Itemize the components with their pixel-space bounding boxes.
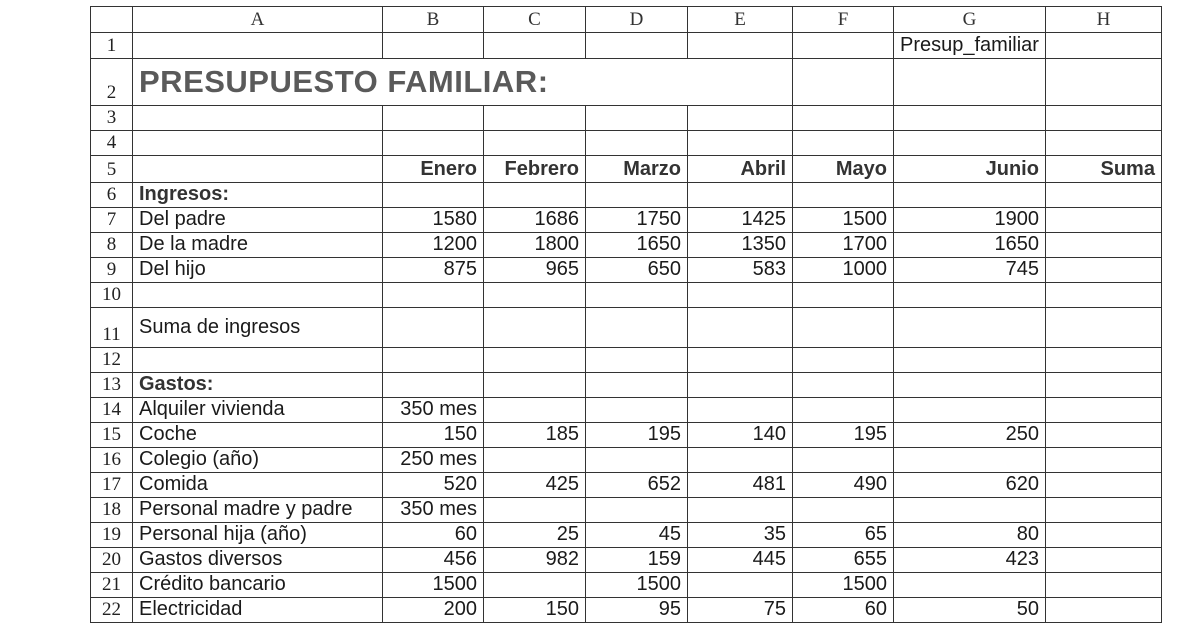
column-header-row xyxy=(91,7,1162,33)
table-row xyxy=(91,398,1162,423)
cell[interactable] xyxy=(688,573,793,598)
row-number[interactable]: 11 xyxy=(91,308,133,348)
cell[interactable] xyxy=(1045,258,1161,283)
cell[interactable] xyxy=(894,183,1046,208)
cell[interactable]: 350 mes xyxy=(383,498,484,523)
cell[interactable] xyxy=(1045,398,1161,423)
cell[interactable]: 982 xyxy=(484,548,586,573)
cell[interactable]: 140 xyxy=(688,423,793,448)
cell[interactable]: 1200 xyxy=(383,233,484,258)
cell[interactable] xyxy=(586,106,688,131)
cell[interactable] xyxy=(586,33,688,59)
cell[interactable]: Febrero xyxy=(484,156,586,183)
cell[interactable]: 1800 xyxy=(484,233,586,258)
cell[interactable]: 456 xyxy=(383,548,484,573)
cell[interactable] xyxy=(484,183,586,208)
cell[interactable] xyxy=(383,183,484,208)
cell[interactable] xyxy=(484,131,586,156)
row-number[interactable]: 14 xyxy=(91,398,133,423)
cell[interactable] xyxy=(688,348,793,373)
cell[interactable] xyxy=(586,448,688,473)
cell[interactable] xyxy=(688,498,793,523)
cell[interactable] xyxy=(133,131,383,156)
cell[interactable] xyxy=(894,106,1046,131)
table-row xyxy=(91,373,1162,398)
cell[interactable]: 150 xyxy=(484,598,586,623)
cell[interactable] xyxy=(586,283,688,308)
cell[interactable] xyxy=(586,398,688,423)
row-number[interactable]: 19 xyxy=(91,523,133,548)
cell[interactable] xyxy=(894,131,1046,156)
cell[interactable]: 1700 xyxy=(793,233,894,258)
cell[interactable] xyxy=(484,33,586,59)
table-row xyxy=(91,498,1162,523)
row-number[interactable]: 13 xyxy=(91,373,133,398)
row-number[interactable]: 20 xyxy=(91,548,133,573)
cell[interactable]: 185 xyxy=(484,423,586,448)
table-row xyxy=(91,448,1162,473)
cell[interactable]: Marzo xyxy=(586,156,688,183)
corner-cell xyxy=(91,7,133,33)
column-header-g[interactable]: G xyxy=(894,7,1046,33)
cell[interactable] xyxy=(586,373,688,398)
cell[interactable]: 520 xyxy=(383,473,484,498)
cell[interactable]: Personal madre y padre xyxy=(133,498,383,523)
cell[interactable]: 1500 xyxy=(586,573,688,598)
cell[interactable] xyxy=(793,33,894,59)
cell[interactable]: 423 xyxy=(894,548,1046,573)
cell[interactable] xyxy=(383,283,484,308)
cell[interactable] xyxy=(1045,523,1161,548)
cell[interactable] xyxy=(793,448,894,473)
cell[interactable] xyxy=(133,156,383,183)
table-row xyxy=(91,308,1162,348)
table-row xyxy=(91,106,1162,131)
cell[interactable] xyxy=(894,308,1046,348)
table-row xyxy=(91,283,1162,308)
cell[interactable] xyxy=(383,131,484,156)
cell[interactable] xyxy=(586,498,688,523)
cell[interactable]: 1425 xyxy=(688,208,793,233)
cell[interactable]: De la madre xyxy=(133,233,383,258)
sheet-body xyxy=(91,33,1162,623)
cell[interactable] xyxy=(133,348,383,373)
cell[interactable]: Gastos diversos xyxy=(133,548,383,573)
cell[interactable]: 620 xyxy=(894,473,1046,498)
cell[interactable] xyxy=(383,348,484,373)
row-number[interactable]: 12 xyxy=(91,348,133,373)
cell[interactable] xyxy=(793,348,894,373)
cell[interactable] xyxy=(688,448,793,473)
cell[interactable] xyxy=(383,308,484,348)
cell[interactable] xyxy=(894,448,1046,473)
cell[interactable]: 250 xyxy=(894,423,1046,448)
row-number[interactable]: 9 xyxy=(91,258,133,283)
cell[interactable]: 45 xyxy=(586,523,688,548)
cell[interactable]: Alquiler vivienda xyxy=(133,398,383,423)
cell[interactable]: 60 xyxy=(793,598,894,623)
cell[interactable] xyxy=(688,183,793,208)
cell[interactable]: 60 xyxy=(383,523,484,548)
cell[interactable]: 1650 xyxy=(894,233,1046,258)
cell[interactable]: 80 xyxy=(894,523,1046,548)
cell[interactable] xyxy=(484,106,586,131)
cell[interactable] xyxy=(586,308,688,348)
cell[interactable]: Coche xyxy=(133,423,383,448)
row-number[interactable]: 22 xyxy=(91,598,133,623)
cell[interactable] xyxy=(793,283,894,308)
row-number[interactable]: 5 xyxy=(91,156,133,183)
cell[interactable] xyxy=(793,59,894,106)
cell[interactable] xyxy=(586,348,688,373)
table-row xyxy=(91,523,1162,548)
cell[interactable]: Abril xyxy=(688,156,793,183)
cell[interactable]: 195 xyxy=(586,423,688,448)
cell[interactable]: Colegio (año) xyxy=(133,448,383,473)
cell[interactable] xyxy=(688,131,793,156)
cell[interactable]: 25 xyxy=(484,523,586,548)
cell[interactable] xyxy=(586,131,688,156)
row-number[interactable]: 21 xyxy=(91,573,133,598)
cell[interactable] xyxy=(484,348,586,373)
cell[interactable]: 445 xyxy=(688,548,793,573)
cell[interactable]: 745 xyxy=(894,258,1046,283)
cell[interactable] xyxy=(1045,348,1161,373)
cell[interactable]: Crédito bancario xyxy=(133,573,383,598)
table-row xyxy=(91,183,1162,208)
cell[interactable] xyxy=(894,59,1046,106)
cell[interactable] xyxy=(484,283,586,308)
cell[interactable]: 652 xyxy=(586,473,688,498)
cell[interactable] xyxy=(484,398,586,423)
cell[interactable] xyxy=(484,498,586,523)
cell[interactable]: Del padre xyxy=(133,208,383,233)
cell[interactable]: 195 xyxy=(793,423,894,448)
table-row xyxy=(91,473,1162,498)
cell[interactable] xyxy=(1045,373,1161,398)
row-number[interactable]: 6 xyxy=(91,183,133,208)
cell[interactable] xyxy=(1045,283,1161,308)
cell[interactable]: 650 xyxy=(586,258,688,283)
table-row xyxy=(91,423,1162,448)
cell[interactable] xyxy=(1045,573,1161,598)
spreadsheet-grid xyxy=(90,6,1162,623)
cell[interactable]: 1650 xyxy=(586,233,688,258)
cell[interactable] xyxy=(894,348,1046,373)
table-row xyxy=(91,33,1162,59)
cell[interactable] xyxy=(894,283,1046,308)
cell[interactable] xyxy=(793,183,894,208)
table-row xyxy=(91,348,1162,373)
cell[interactable] xyxy=(1045,33,1161,59)
cell[interactable] xyxy=(894,498,1046,523)
cell[interactable]: Suma xyxy=(1045,156,1161,183)
cell[interactable] xyxy=(894,573,1046,598)
cell[interactable]: Del hijo xyxy=(133,258,383,283)
table-row xyxy=(91,548,1162,573)
cell[interactable]: 1750 xyxy=(586,208,688,233)
cell[interactable] xyxy=(894,373,1046,398)
cell[interactable]: 1500 xyxy=(793,573,894,598)
cell[interactable] xyxy=(793,373,894,398)
table-row xyxy=(91,598,1162,623)
cell[interactable] xyxy=(793,131,894,156)
cell[interactable] xyxy=(1045,59,1161,106)
table-row xyxy=(91,208,1162,233)
column-header-b[interactable]: B xyxy=(383,7,484,33)
cell[interactable] xyxy=(1045,423,1161,448)
row-number[interactable]: 4 xyxy=(91,131,133,156)
cell[interactable]: Mayo xyxy=(793,156,894,183)
cell[interactable] xyxy=(1045,131,1161,156)
cell[interactable]: 1580 xyxy=(383,208,484,233)
cell[interactable] xyxy=(383,106,484,131)
column-header-f[interactable]: F xyxy=(793,7,894,33)
cell[interactable]: Suma de ingresos xyxy=(133,308,383,348)
cell[interactable] xyxy=(383,33,484,59)
cell[interactable] xyxy=(1045,598,1161,623)
table-row xyxy=(91,156,1162,183)
cell[interactable] xyxy=(793,106,894,131)
cell[interactable] xyxy=(1045,548,1161,573)
cell[interactable]: 75 xyxy=(688,598,793,623)
cell[interactable] xyxy=(793,398,894,423)
cell[interactable] xyxy=(688,283,793,308)
column-header-d[interactable]: D xyxy=(586,7,688,33)
cell[interactable] xyxy=(1045,498,1161,523)
row-number[interactable]: 10 xyxy=(91,283,133,308)
cell[interactable]: 150 xyxy=(383,423,484,448)
cell[interactable]: 1500 xyxy=(793,208,894,233)
column-header-e[interactable]: E xyxy=(688,7,793,33)
cell[interactable] xyxy=(133,106,383,131)
cell[interactable]: 250 mes xyxy=(383,448,484,473)
cell[interactable]: 1686 xyxy=(484,208,586,233)
cell[interactable]: Ingresos: xyxy=(133,183,383,208)
cell[interactable] xyxy=(793,498,894,523)
cell[interactable] xyxy=(484,573,586,598)
row-number[interactable]: 1 xyxy=(91,33,133,59)
cell[interactable]: 655 xyxy=(793,548,894,573)
cell[interactable]: 481 xyxy=(688,473,793,498)
column-header-h[interactable]: H xyxy=(1045,7,1161,33)
cell[interactable]: 350 mes xyxy=(383,398,484,423)
row-number[interactable]: 8 xyxy=(91,233,133,258)
row-number[interactable]: 18 xyxy=(91,498,133,523)
cell[interactable] xyxy=(586,183,688,208)
cell[interactable] xyxy=(1045,473,1161,498)
cell[interactable] xyxy=(383,373,484,398)
cell[interactable]: 490 xyxy=(793,473,894,498)
table-row xyxy=(91,573,1162,598)
cell[interactable]: 965 xyxy=(484,258,586,283)
cell[interactable] xyxy=(484,448,586,473)
cell[interactable] xyxy=(484,308,586,348)
cell[interactable] xyxy=(688,33,793,59)
column-header-a[interactable]: A xyxy=(133,7,383,33)
cell[interactable] xyxy=(688,398,793,423)
cell[interactable] xyxy=(793,308,894,348)
row-number[interactable]: 7 xyxy=(91,208,133,233)
cell[interactable] xyxy=(133,33,383,59)
cell[interactable]: Junio xyxy=(894,156,1046,183)
cell[interactable] xyxy=(1045,308,1161,348)
table-row xyxy=(91,233,1162,258)
table-row xyxy=(91,59,1162,106)
cell[interactable] xyxy=(133,283,383,308)
cell[interactable]: 1350 xyxy=(688,233,793,258)
cell[interactable] xyxy=(1045,183,1161,208)
row-number[interactable]: 3 xyxy=(91,106,133,131)
cell[interactable]: 200 xyxy=(383,598,484,623)
page-title[interactable]: PRESUPUESTO FAMILIAR: xyxy=(133,59,793,106)
cell[interactable]: 159 xyxy=(586,548,688,573)
cell[interactable]: Enero xyxy=(383,156,484,183)
cell[interactable]: Personal hija (año) xyxy=(133,523,383,548)
cell[interactable]: Comida xyxy=(133,473,383,498)
row-number[interactable]: 16 xyxy=(91,448,133,473)
cell[interactable] xyxy=(894,398,1046,423)
cell[interactable]: 1000 xyxy=(793,258,894,283)
cell[interactable] xyxy=(1045,106,1161,131)
cell[interactable] xyxy=(688,373,793,398)
cell[interactable]: Electricidad xyxy=(133,598,383,623)
cell[interactable]: 95 xyxy=(586,598,688,623)
cell[interactable]: 35 xyxy=(688,523,793,548)
table-row xyxy=(91,258,1162,283)
cell[interactable]: 583 xyxy=(688,258,793,283)
cell[interactable]: 50 xyxy=(894,598,1046,623)
cell[interactable]: 65 xyxy=(793,523,894,548)
cell[interactable]: 1500 xyxy=(383,573,484,598)
cell[interactable] xyxy=(1045,448,1161,473)
cell[interactable]: 1900 xyxy=(894,208,1046,233)
cell[interactable]: 875 xyxy=(383,258,484,283)
cell[interactable] xyxy=(1045,233,1161,258)
row-number[interactable]: 2 xyxy=(91,59,133,106)
cell[interactable]: Gastos: xyxy=(133,373,383,398)
cell[interactable] xyxy=(484,373,586,398)
row-number[interactable]: 17 xyxy=(91,473,133,498)
column-header-c[interactable]: C xyxy=(484,7,586,33)
cell[interactable] xyxy=(688,308,793,348)
cell[interactable] xyxy=(688,106,793,131)
cell[interactable] xyxy=(1045,208,1161,233)
row-number[interactable]: 15 xyxy=(91,423,133,448)
table-row xyxy=(91,131,1162,156)
cell[interactable]: 425 xyxy=(484,473,586,498)
cell[interactable]: Presup_familiar xyxy=(894,33,1046,59)
